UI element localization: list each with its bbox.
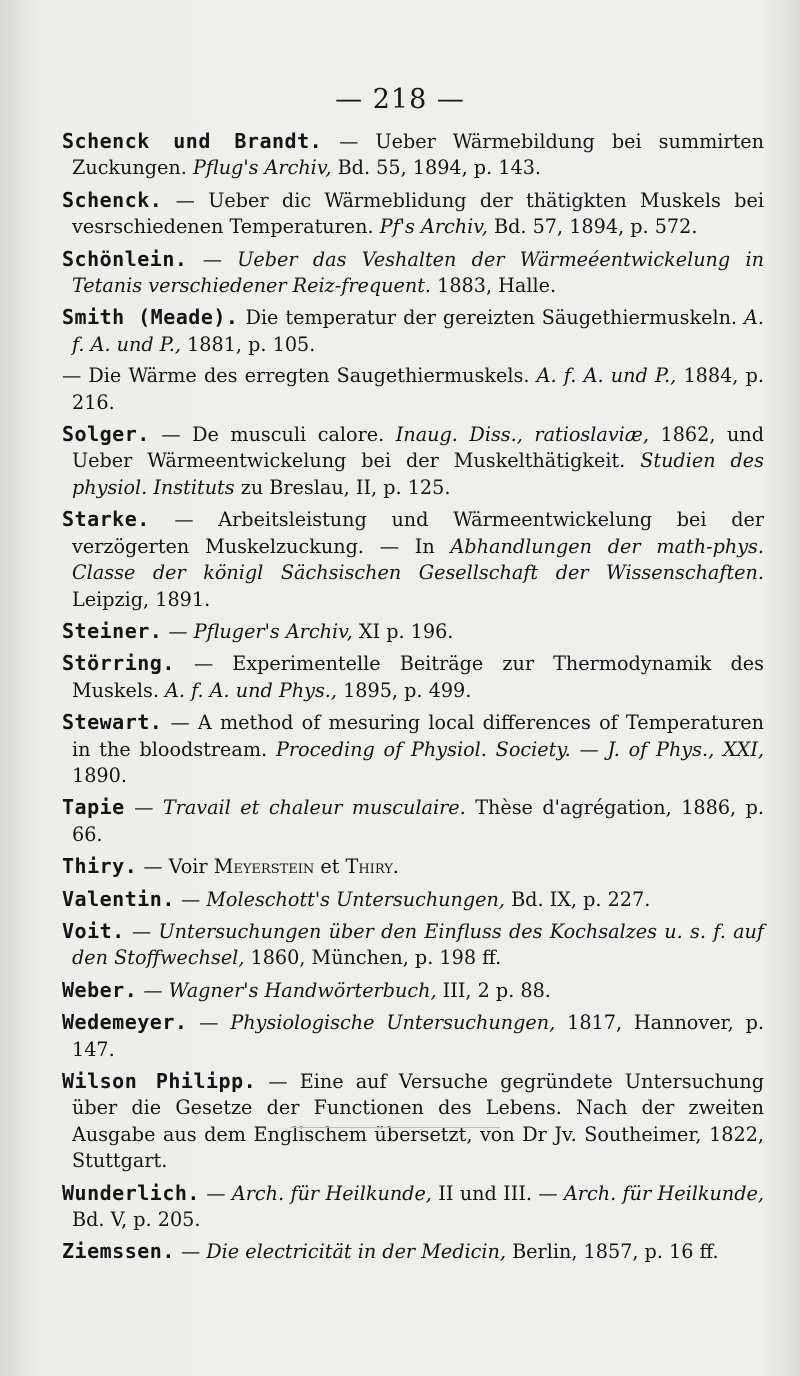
bleed-through-text xyxy=(50,962,770,1362)
bibliography-entry: Weber. — Wagner's Handwörterbuch, III, 2 p. 88. xyxy=(62,977,551,1002)
bibliography-entry: Tapie — Travail et chaleur musculaire. Thèse d'agrégation, 1886, p. 66. xyxy=(62,795,765,846)
bibliography-entry: Wedemeyer. — Physiologische Untersuchungen, 1817, Hannover, p. 147. xyxy=(62,1010,764,1061)
bibliography-entry: Valentin. — Moleschott's Untersuchungen, Bd. IX, p. 227. xyxy=(62,886,651,911)
bibliography-entry: Wilson Philipp. — Eine auf Versuche gegründete Untersuchung über die Gesetze der Functionen des Lebens. Nach der zweiten Ausgabe aus dem Englischem übersetzt, von Dr Jv. Southeimer, 1822, Stuttgart. xyxy=(62,1069,764,1173)
bibliography-entry: Solger. — De musculi calore. Inaug. Diss., ratioslaviæ, 1862, und Ueber Wärmeentwickelung bei der Muskelthätigkeit. Studien des physiol. Instituts zu Breslau, II, p. 125. xyxy=(62,422,764,499)
bibliography-entry: Störring. — Experimentelle Beiträge zur Thermodynamik des Muskels. A. f. A. und Phys., 1895, p. 499. xyxy=(62,651,764,702)
bibliography-entry: Ziemssen. — Die electricität in der Medicin, Berlin, 1857, p. 16 ff. xyxy=(62,1239,719,1264)
bibliography-entry: Stewart. — A method of mesuring local differences of Temperaturen in the bloodstream. Proceding of Physiol. Society. — J. of Phys., XXI, 1890. xyxy=(62,710,765,787)
bibliography-entry: Steiner. — Pfluger's Archiv, XI p. 196. xyxy=(62,618,454,643)
divider xyxy=(290,1127,500,1128)
bibliography-entry: Schenck und Brandt. — Ueber Wärmebildung bei summirten Zuckungen. Pflug's Archiv, Bd. 55, 1894, p. 143. xyxy=(62,129,765,180)
bibliography-entry: Schönlein. — Ueber das Veshalten der Wärmeéentwickelung in Tetanis verschiedener Reiz-frequent. 1883, Halle. xyxy=(62,246,764,298)
bibliography-entry: Schenck. — Ueber dic Wärmeblidung der thätigkten Muskels bei vesrschiedenen Temperaturen. Pf's Archiv, Bd. 57, 1894, p. 572. xyxy=(62,187,764,239)
page-number: — 218 — xyxy=(335,84,465,115)
bibliography-entry: Starke. — Arbeitsleistung und Wärmeentwickelung bei der verzögerten Muskelzuckung. — In Abhandlungen der math-phys. Classe der königl Sächsischen Gesellschaft der Wissenschaften. Leipzig, 1891. xyxy=(62,507,764,611)
bibliography-entry: Thiry. — Voir Meyerstein et Thiry. xyxy=(62,854,399,879)
bibliography-entry: Wunderlich. — Arch. für Heilkunde, II und III. — Arch. für Heilkunde, Bd. V, p. 205. xyxy=(62,1180,764,1232)
bibliography-entry: Voit. — Untersuchungen über den Einfluss des Kochsalzes u. s. f. auf den Stoffwechsel, 1860, München, p. 198 ff. xyxy=(62,918,765,970)
bibliography-entry: Smith (Meade). Die temperatur der gereizten Säugethiermuskeln. A. f. A. und P., 1881, p. 105. xyxy=(62,305,764,356)
bibliography-entry: — Die Wärme des erregten Saugethiermuskels. A. f. A. und P., 1884, p. 216. xyxy=(62,364,764,414)
